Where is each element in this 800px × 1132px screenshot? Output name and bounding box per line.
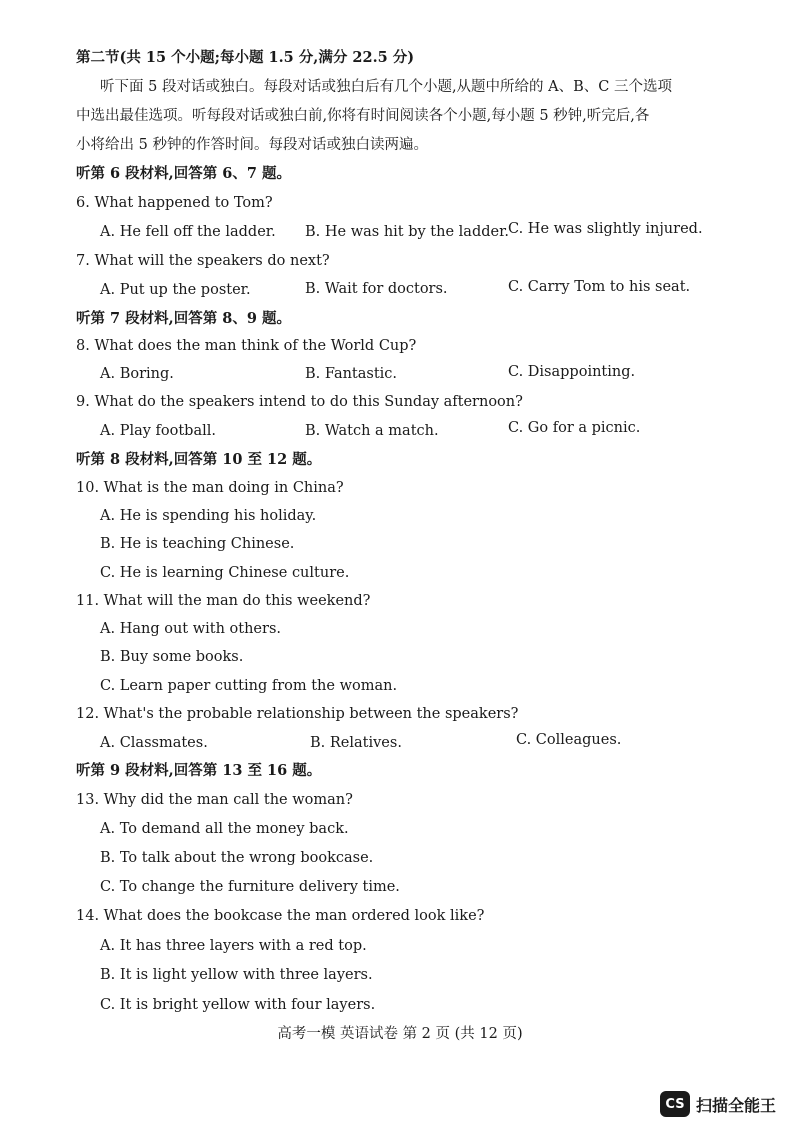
question-stem: 9. What do the speakers intend to do this Sunday afternoon? [76, 394, 523, 410]
instruction-line-1: 听下面 5 段对话或独白。每段对话或独白后有几个小题,从题中所给的 A、B、C 三个选项 [100, 79, 672, 95]
question-stem: 12. What's the probable relationship between the speakers? [76, 706, 519, 722]
option-c: C. He was slightly injured. [508, 221, 703, 237]
option-c: C. To change the furniture delivery time. [100, 879, 400, 895]
option-a: A. Boring. [100, 366, 174, 382]
question-stem: 14. What does the bookcase the man ordered look like? [76, 908, 485, 924]
group-heading: 听第 8 段材料,回答第 10 至 12 题。 [76, 451, 322, 468]
instruction-line-3: 小将给出 5 秒钟的作答时间。每段对话或独白读两遍。 [76, 137, 428, 153]
option-b: B. Watch a match. [305, 423, 439, 439]
option-c: C. Learn paper cutting from the woman. [100, 678, 398, 694]
question-stem: 10. What is the man doing in China? [76, 480, 344, 496]
scanner-app-name: 扫描全能王 [696, 1095, 777, 1115]
option-b: B. Fantastic. [305, 366, 398, 382]
option-a: A. It has three layers with a red top. [100, 938, 367, 954]
option-c: C. He is learning Chinese culture. [100, 565, 350, 581]
question-stem: 8. What does the man think of the World Cup? [76, 338, 417, 354]
question-stem: 13. Why did the man call the woman? [76, 792, 353, 808]
group-heading: 听第 9 段材料,回答第 13 至 16 题。 [76, 762, 322, 779]
option-b: B. Buy some books. [100, 649, 244, 665]
option-a: A. Hang out with others. [100, 621, 281, 637]
section-title: 第二节(共 15 个小题;每小题 1.5 分,满分 22.5 分) [76, 49, 415, 66]
option-b: B. Relatives. [310, 735, 402, 751]
option-a: A. He fell off the ladder. [100, 224, 276, 240]
option-a: A. Play football. [100, 423, 216, 439]
option-b: B. He is teaching Chinese. [100, 536, 295, 552]
option-b: B. Wait for doctors. [305, 281, 448, 297]
option-a: A. Put up the poster. [100, 282, 251, 298]
option-c: C. Colleagues. [516, 732, 622, 748]
option-c: C. Carry Tom to his seat. [508, 279, 691, 295]
question-stem: 6. What happened to Tom? [76, 195, 273, 211]
scanner-watermark [660, 1090, 776, 1118]
question-stem: 7. What will the speakers do next? [76, 253, 330, 269]
option-a: A. To demand all the money back. [100, 821, 349, 837]
option-b: B. He was hit by the ladder. [305, 224, 510, 240]
group-heading: 听第 7 段材料,回答第 8、9 题。 [76, 310, 292, 327]
camscanner-logo-icon: CS [660, 1091, 690, 1117]
option-b: B. To talk about the wrong bookcase. [100, 850, 374, 866]
option-b: B. It is light yellow with three layers. [100, 967, 373, 983]
option-a: A. He is spending his holiday. [100, 508, 317, 524]
question-stem: 11. What will the man do this weekend? [76, 593, 371, 609]
option-a: A. Classmates. [100, 735, 208, 751]
option-c: C. It is bright yellow with four layers. [100, 997, 376, 1013]
instruction-line-2: 中选出最佳选项。听每段对话或独白前,你将有时间阅读各个小题,每小题 5 秒钟,听完后,各 [76, 108, 650, 124]
page-footer: 高考一模 英语试卷 第 2 页 (共 12 页) [277, 1026, 523, 1042]
option-c: C. Go for a picnic. [508, 420, 641, 436]
option-c: C. Disappointing. [508, 364, 636, 380]
group-heading: 听第 6 段材料,回答第 6、7 题。 [76, 165, 292, 182]
